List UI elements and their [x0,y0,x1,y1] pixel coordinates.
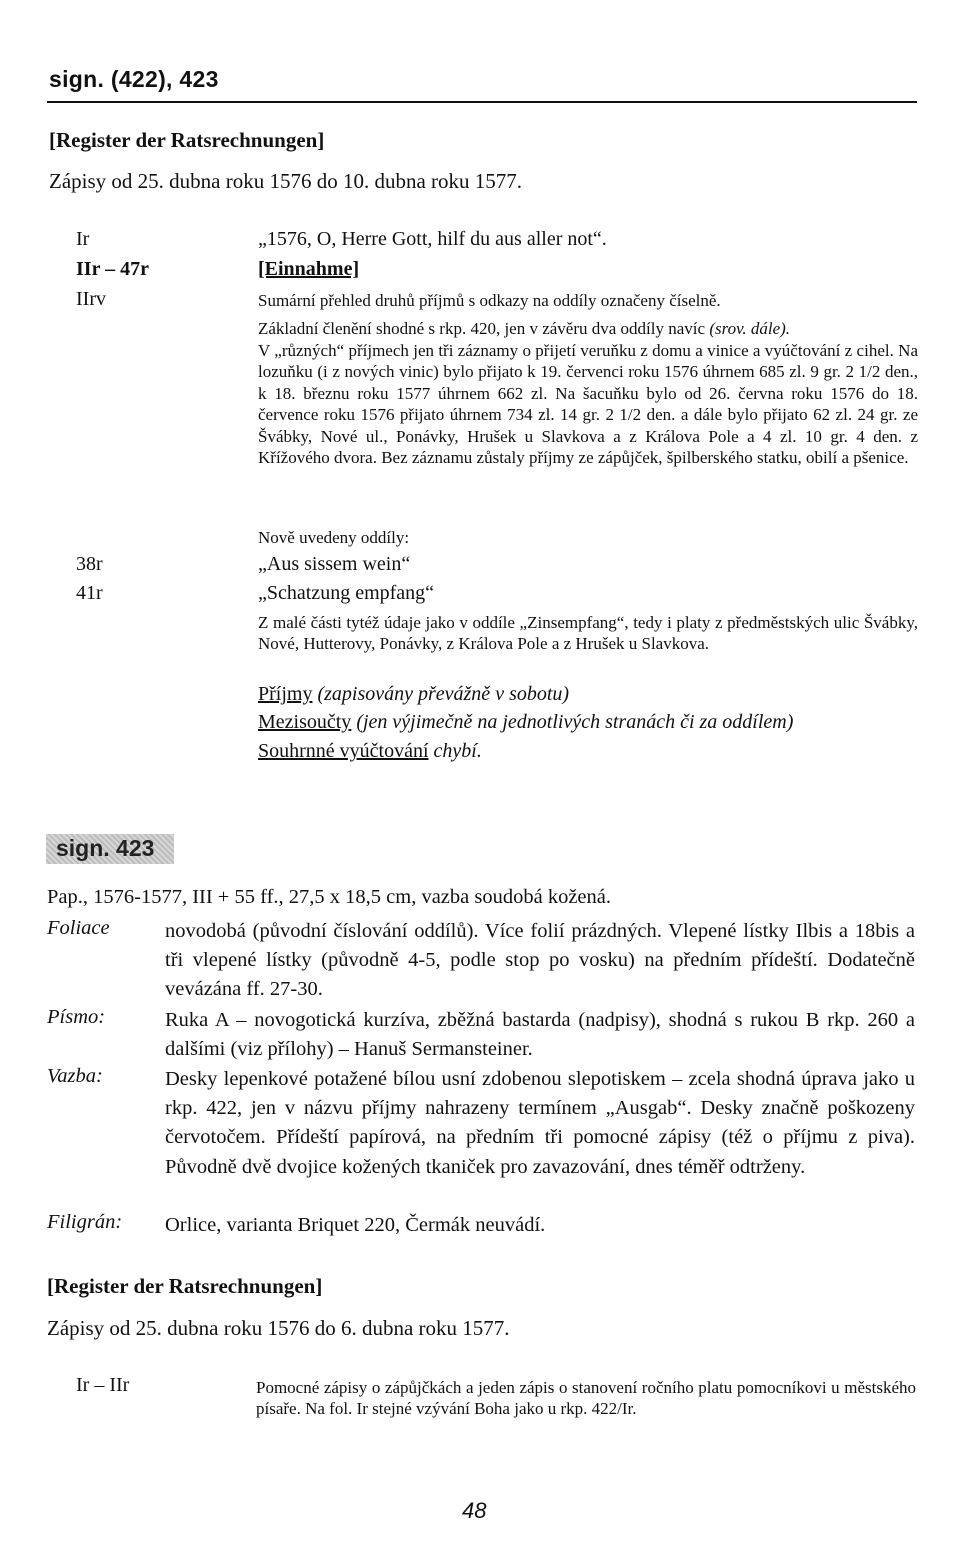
folio-iir-47r: IIr – 47r [76,258,149,280]
foliace-label: Foliace [47,917,110,939]
folio-ir-iir: Ir – IIr [76,1374,130,1396]
prijmy-note: (zapisovány převážně v sobotu) [317,683,570,705]
folio-38r: 38r [76,553,103,575]
entry-motto: „1576, O, Herre Gott, hilf du aus aller not“. [258,228,607,250]
entry-aus-sissem-wein: „Aus sissem wein“ [258,553,411,575]
register-dates: Zápisy od 25. dubna roku 1576 do 10. dubna roku 1577. [49,169,523,193]
prijmy-label: Příjmy [258,683,313,705]
mezisoucty-label: Mezisoučty [258,711,352,733]
header-divider [47,101,917,103]
line-souhrnne [258,740,918,763]
page-number: 48 [462,1498,487,1523]
entry-summary: Sumární přehled druhů příjmů s odkazy na oddíly označeny číselně. [258,291,721,310]
physical-description: Pap., 1576-1577, III + 55 ff., 27,5 x 18,5 cm, vazba soudobá kožená. [47,886,611,908]
paragraph-income-details: V „různých“ příjmech jen tři záznamy o přijetí veruňku z domu a vinice a vyúčtování z cihel. Na lozuňku (i z nových vinic) bylo přijato k 19. červenci roku 1576 úhrnem 685 zl. 9 gr. 2 1/2 den., k 18. březnu roku 1577 úhrnem 662 zl. Na šacuňku bylo od 26. června roku 1576 do 18. července roku 1576 přijato úhrnem 734 zl. 14 gr. 2 1/2 den. a dále bylo přijato 62 zl. 24 gr. ze Švábky, Nové ul., Ponávky, Hrušek u Slavkova a z Králova Pole a 4 zl. 10 gr. 4 den. z Křížového dvora. Bez záznamu zůstaly příjmy ze zápůjček, špilberského statku, obilí a pšenice. [258,341,918,468]
page-header-title: sign. (422), 423 [49,66,219,92]
souhrnne-note: chybí. [433,740,482,762]
line-prijmy [258,683,918,706]
register-dates-2: Zápisy od 25. dubna roku 1576 do 6. dubna roku 1577. [47,1316,510,1340]
entry-einnahme: [Einnahme] [258,258,360,280]
folio-iirv: IIrv [76,288,106,310]
filigran-text: Orlice, varianta Briquet 220, Čermák neuvádí. [165,1214,546,1236]
entry-schatzung-empfang: „Schatzung empfang“ [258,582,435,604]
foliace-text: novodobá (původní číslování oddílů). Více folií prázdných. Vlepené lístky Ilbis a 18bis a tři vlepené lístky (původně 4-5, podle stop po vosku) na předním přídeští. Dodatečně vevázána ff. 27-30. [165,920,915,1001]
paragraph-structure-ref: (srov. dále). [709,319,791,338]
register-title-2: [Register der Ratsrechnungen] [47,1274,323,1298]
souhrnne-label: Souhrnné vyúčtování [258,740,429,762]
sign-badge: sign. 423 [56,835,155,861]
paragraph-structure-text: Základní členění shodné s rkp. 420, jen v závěru dva oddíly navíc [258,319,706,338]
register-title: [Register der Ratsrechnungen] [49,128,325,152]
vazba-text: Desky lepenkové potažené bílou usní zdobenou slepotiskem – zcela shodná úprava jako u rkp. 422, jen v názvu příjmy nahrazeny termínem „Ausgab“. Desky značně poškozeny červotočem. Přídeští papírová, na předním tři pomocné zápisy (též o příjmu z piva). Původně dvě dvojice kožených tkaniček pro zavazování, dnes téměř odtrženy. [165,1068,915,1178]
mezisoucty-note: (jen výjimečně na jednotlivých stranách či za oddílem) [356,711,794,733]
entry-auxiliary-records: Pomocné zápisy o zápůjčkách a jeden zápis o stanovení ročního platu pomocníkovi u městského písaře. Na fol. Ir stejné vzývání Boha jako u rkp. 422/Ir. [256,1378,916,1419]
folio-ir: Ir [76,228,90,250]
pismo-text: Ruka A – novogotická kurzíva, zběžná bastarda (nadpisy), shodná s rukou B rkp. 260 a dalšími (viz přílohy) – Hanuš Sermansteiner. [165,1009,915,1061]
folio-41r: 41r [76,582,103,604]
new-sections-label: Nově uvedeny oddíly: [258,528,410,547]
vazba-label: Vazba: [47,1065,103,1087]
filigran-label: Filigrán: [47,1211,123,1233]
paragraph-structure [258,318,918,339]
pismo-label: Písmo: [47,1006,106,1028]
paragraph-schatzung: Z malé části tytéž údaje jako v oddíle „Zinsempfang“, tedy i platy z předměstských ulic Švábky, Nové, Hutterovy, Ponávky, z Králova Pole a z Hrušek u Slavkova. [258,613,918,654]
line-mezisoucty [258,711,918,734]
